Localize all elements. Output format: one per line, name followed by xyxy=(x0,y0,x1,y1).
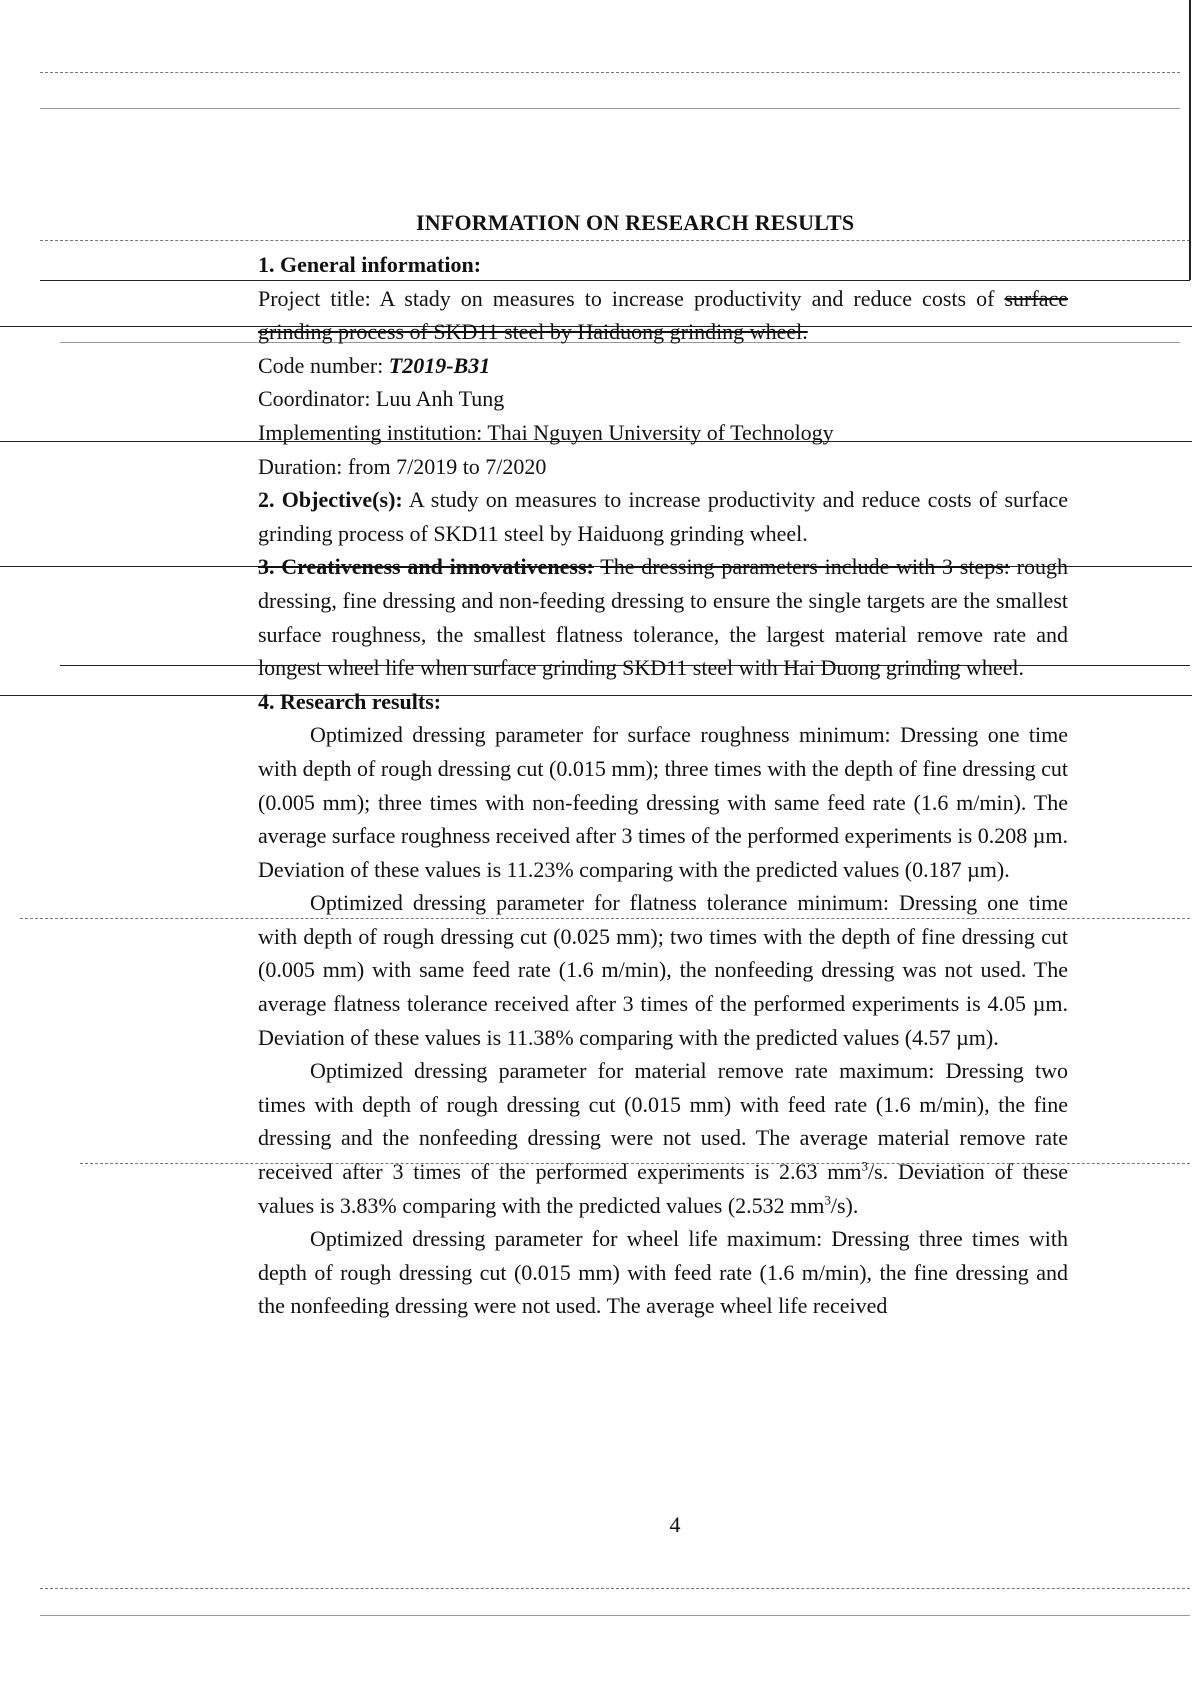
code-number: Code number: T2019-B31 xyxy=(258,352,491,378)
duration: Duration: from 7/2019 to 7/2020 xyxy=(258,453,547,479)
coordinator: Coordinator: Luu Anh Tung xyxy=(258,386,505,412)
scan-line xyxy=(40,240,1190,241)
page-number: 4 xyxy=(669,1512,681,1537)
document-body xyxy=(258,248,1068,1323)
creativeness: 3. Creativeness and innovativeness: The dressing parameters include with 3 steps: rough dressing, fine dressing and non-feeding dressing to ensure the single targets are the smallest surface roughness, the smallest flatness tolerance, the largest material remove rate and longest wheel life when surface grinding SKD11 steel with Hai Duong grinding wheel. xyxy=(258,554,1068,681)
implementing-institution: Implementing institution: Thai Nguyen University of Technology xyxy=(258,419,834,445)
scan-line xyxy=(40,108,1180,109)
section-heading-general: 1. General information: xyxy=(258,252,482,277)
struck-text: surface grinding process of SKD11 steel by Haiduong grinding wheel. xyxy=(258,285,1069,345)
page-title: INFORMATION ON RESEARCH RESULTS xyxy=(416,210,855,235)
section-heading-results: 4. Research results: xyxy=(258,688,442,714)
result-paragraph-roughness: Optimized dressing parameter for surface roughness minimum: Dressing one time with depth of rough dressing cut (0.015 mm); three times with the depth of fine dressing cut (0.005 mm); three times with non-feeding dressing with same feed rate (1.6 m/min). The average surface roughness received after 3 times of the performed experiments is 0.208 µm. Deviation of these values is 11.23% comparing with the predicted values (0.187 µm). xyxy=(258,722,1068,882)
scan-edge xyxy=(1189,0,1191,280)
result-paragraph-material-remove-rate: Optimized dressing parameter for material remove rate maximum: Dressing two times with depth of rough dressing cut (0.015 mm) with feed rate (1.6 m/min), the fine dressing and the nonfeeding dressing were not used. The average material remove rate received after 3 times of the performed experiments is 2.63 $mm^3/s$. Deviation of these values is 3.83% comparing with the predicted values (2.532 $mm^3/s$). xyxy=(258,1058,1068,1218)
result-paragraph-flatness: Optimized dressing parameter for flatness tolerance minimum: Dressing one time with depth of rough dressing cut (0.025 mm); two times with the depth of fine dressing cut (0.005 mm) with same feed rate (1.6 m/min), the nonfeeding dressing was not used. The average flatness tolerance received after 3 times of the performed experiments is 4.05 µm. Deviation of these values is 11.38% comparing with the predicted values (4.57 µm). xyxy=(258,890,1068,1050)
project-title: Project title: A stady on measures to increase productivity and reduce costs of surface grinding process of SKD11 steel by Haiduong grinding wheel. xyxy=(258,285,1069,345)
objectives: 2. Objective(s): A study on measures to increase productivity and reduce costs of surface grinding process of SKD11 steel by Haiduong grinding wheel. xyxy=(258,487,1068,546)
scan-line xyxy=(40,1615,1190,1616)
result-paragraph-wheel-life: Optimized dressing parameter for wheel life maximum: Dressing three times with depth of rough dressing cut (0.015 mm) with feed rate (1.6 m/min), the fine dressing and the nonfeeding dressing were not used. The average wheel life received xyxy=(258,1226,1068,1319)
scan-line xyxy=(40,1588,1190,1589)
scan-line xyxy=(40,72,1180,73)
